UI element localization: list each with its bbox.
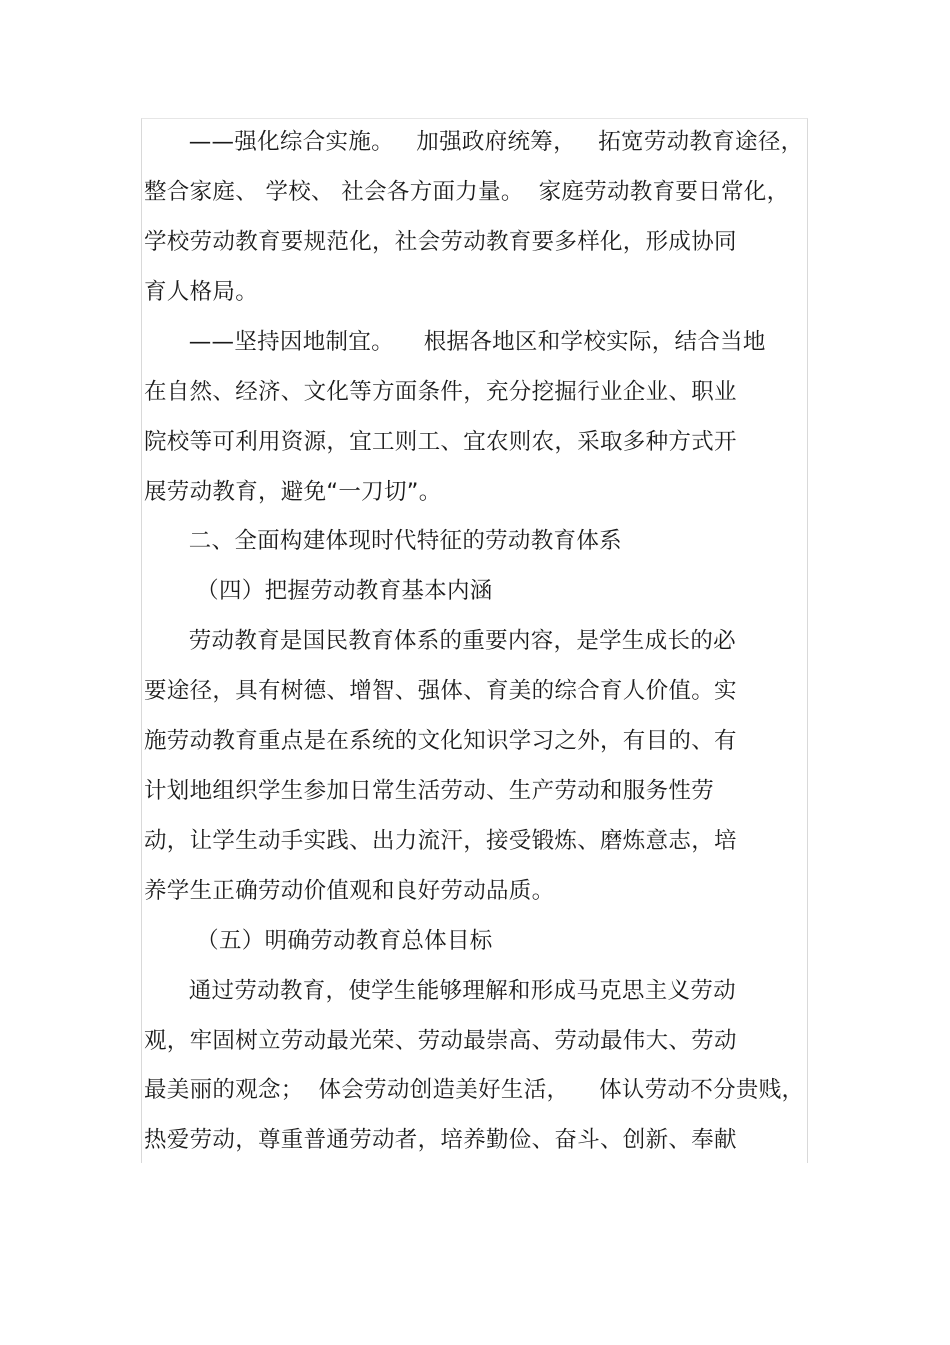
text-line: 观，牢固树立劳动最光荣、劳动最崇高、劳动最伟大、劳动 [144,1028,737,1054]
section-heading: 二、全面构建体现时代特征的劳动教育体系 [144,528,622,554]
text-line: 通过劳动教育，使学生能够理解和形成马克思主义劳动 [144,978,736,1004]
text-line: 热爱劳动，尊重普通劳动者，培养勤俭、奋斗、创新、奉献 [144,1127,737,1153]
text-line: 动，让学生动手实践、出力流汗，接受锻炼、磨炼意志，培 [144,828,737,854]
text-line: 施劳动教育重点是在系统的文化知识学习之外，有目的、有 [144,728,737,754]
text-line: 最美丽的观念； 体会劳动创造美好生活， 体认劳动不分贵贱， [144,1077,805,1103]
text-line: 展劳动教育，避免“一刀切”。 [144,479,442,505]
text-line: 院校等可利用资源，宜工则工、宜农则农，采取多种方式开 [144,429,737,455]
text-line: 育人格局。 [144,279,259,305]
text-line: 整合家庭、 学校、 社会各方面力量。 家庭劳动教育要日常化， [144,179,790,205]
text-line: 要途径，具有树德、增智、强体、育美的综合育人价值。实 [144,678,737,704]
subsection-heading: （四）把握劳动教育基本内涵 [144,578,493,604]
text-line: ——坚持因地制宜。 根据各地区和学校实际，结合当地 [144,329,766,355]
text-line: 养学生正确劳动价值观和良好劳动品质。 [144,878,555,904]
text-line: 学校劳动教育要规范化，社会劳动教育要多样化，形成协同 [144,229,737,255]
text-line: 计划地组织学生参加日常生活劳动、生产劳动和服务性劳 [144,778,715,804]
text-line: 在自然、经济、文化等方面条件，充分挖掘行业企业、职业 [144,379,737,405]
text-line: ——强化综合实施。 加强政府统筹， 拓宽劳动教育途径， [144,129,804,155]
subsection-heading: （五）明确劳动教育总体目标 [144,928,493,954]
text-line: 劳动教育是国民教育体系的重要内容，是学生成长的必 [144,628,736,654]
